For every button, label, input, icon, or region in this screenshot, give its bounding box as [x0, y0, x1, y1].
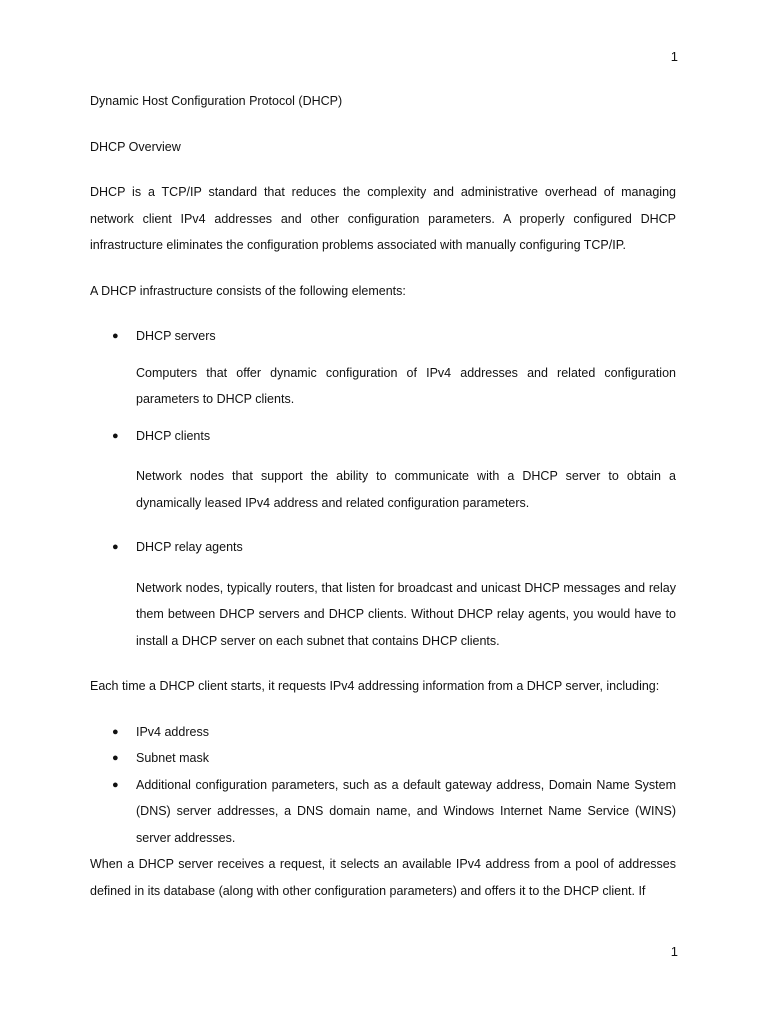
list-item — [90, 534, 676, 561]
document-title: Dynamic Host Configuration Protocol (DHCP) — [90, 94, 343, 108]
intro-paragraph: DHCP is a TCP/IP standard that reduces the complexity and administrative overhead of managing network client IPv4 addresses and other configuration parameters. A properly configured DHCP infrastructure eliminates the configuration problems associated with manually configuring TCP/IP. — [90, 185, 676, 252]
list-item — [90, 719, 676, 746]
element-description: Network nodes, typically routers, that listen for broadcast and unicast DHCP messages and relay them between DHCP servers and DHCP clients. Without DHCP relay agents, you would have to install a DHCP server on each subnet that contains DHCP clients. — [136, 580, 676, 648]
elements-list — [90, 423, 676, 450]
section-heading: DHCP Overview — [90, 139, 181, 154]
bullet-icon: ● — [112, 541, 119, 553]
document-body — [90, 88, 676, 904]
elements-intro: A DHCP infrastructure consists of the following elements: — [90, 283, 406, 298]
bullet-icon: ● — [112, 429, 119, 442]
element-description: Computers that offer dynamic configuration of IPv4 addresses and related configuration parameters to DHCP clients. — [136, 365, 676, 406]
elements-list — [90, 534, 676, 561]
elements-list — [90, 323, 676, 350]
bullet-icon: ● — [112, 725, 119, 738]
client-start-paragraph: Each time a DHCP client starts, it requests IPv4 addressing information from a DHCP server, including: — [90, 679, 660, 693]
request-item: Additional configuration parameters, such as a default gateway address, Domain Name System (DNS) server addresses, a DNS domain name, and Windows Internet Name Service (WINS) server addresses. — [136, 777, 676, 845]
request-item: IPv4 address — [136, 724, 209, 739]
element-description: Network nodes that support the ability to communicate with a DHCP server to obtain a dynamically leased IPv4 address and related configuration parameters. — [136, 469, 676, 510]
element-name: DHCP relay agents — [136, 540, 243, 554]
page-number-top: 1 — [670, 49, 678, 64]
bullet-icon: ● — [112, 330, 119, 342]
list-item — [90, 323, 676, 350]
request-items-list — [90, 719, 676, 852]
element-name: DHCP clients — [136, 428, 211, 443]
closing-paragraph: When a DHCP server receives a request, it selects an available IPv4 address from a pool of addresses defined in its database (along with other configuration parameters) and offers it to the DHCP client. If — [90, 857, 676, 898]
request-item: Subnet mask — [136, 751, 209, 765]
bullet-icon: ● — [112, 778, 119, 791]
list-item — [90, 772, 676, 852]
list-item — [90, 423, 676, 450]
list-item — [90, 745, 676, 772]
element-name: DHCP servers — [136, 329, 216, 343]
bullet-icon: ● — [112, 752, 119, 764]
page-number-bottom: 1 — [670, 944, 678, 959]
